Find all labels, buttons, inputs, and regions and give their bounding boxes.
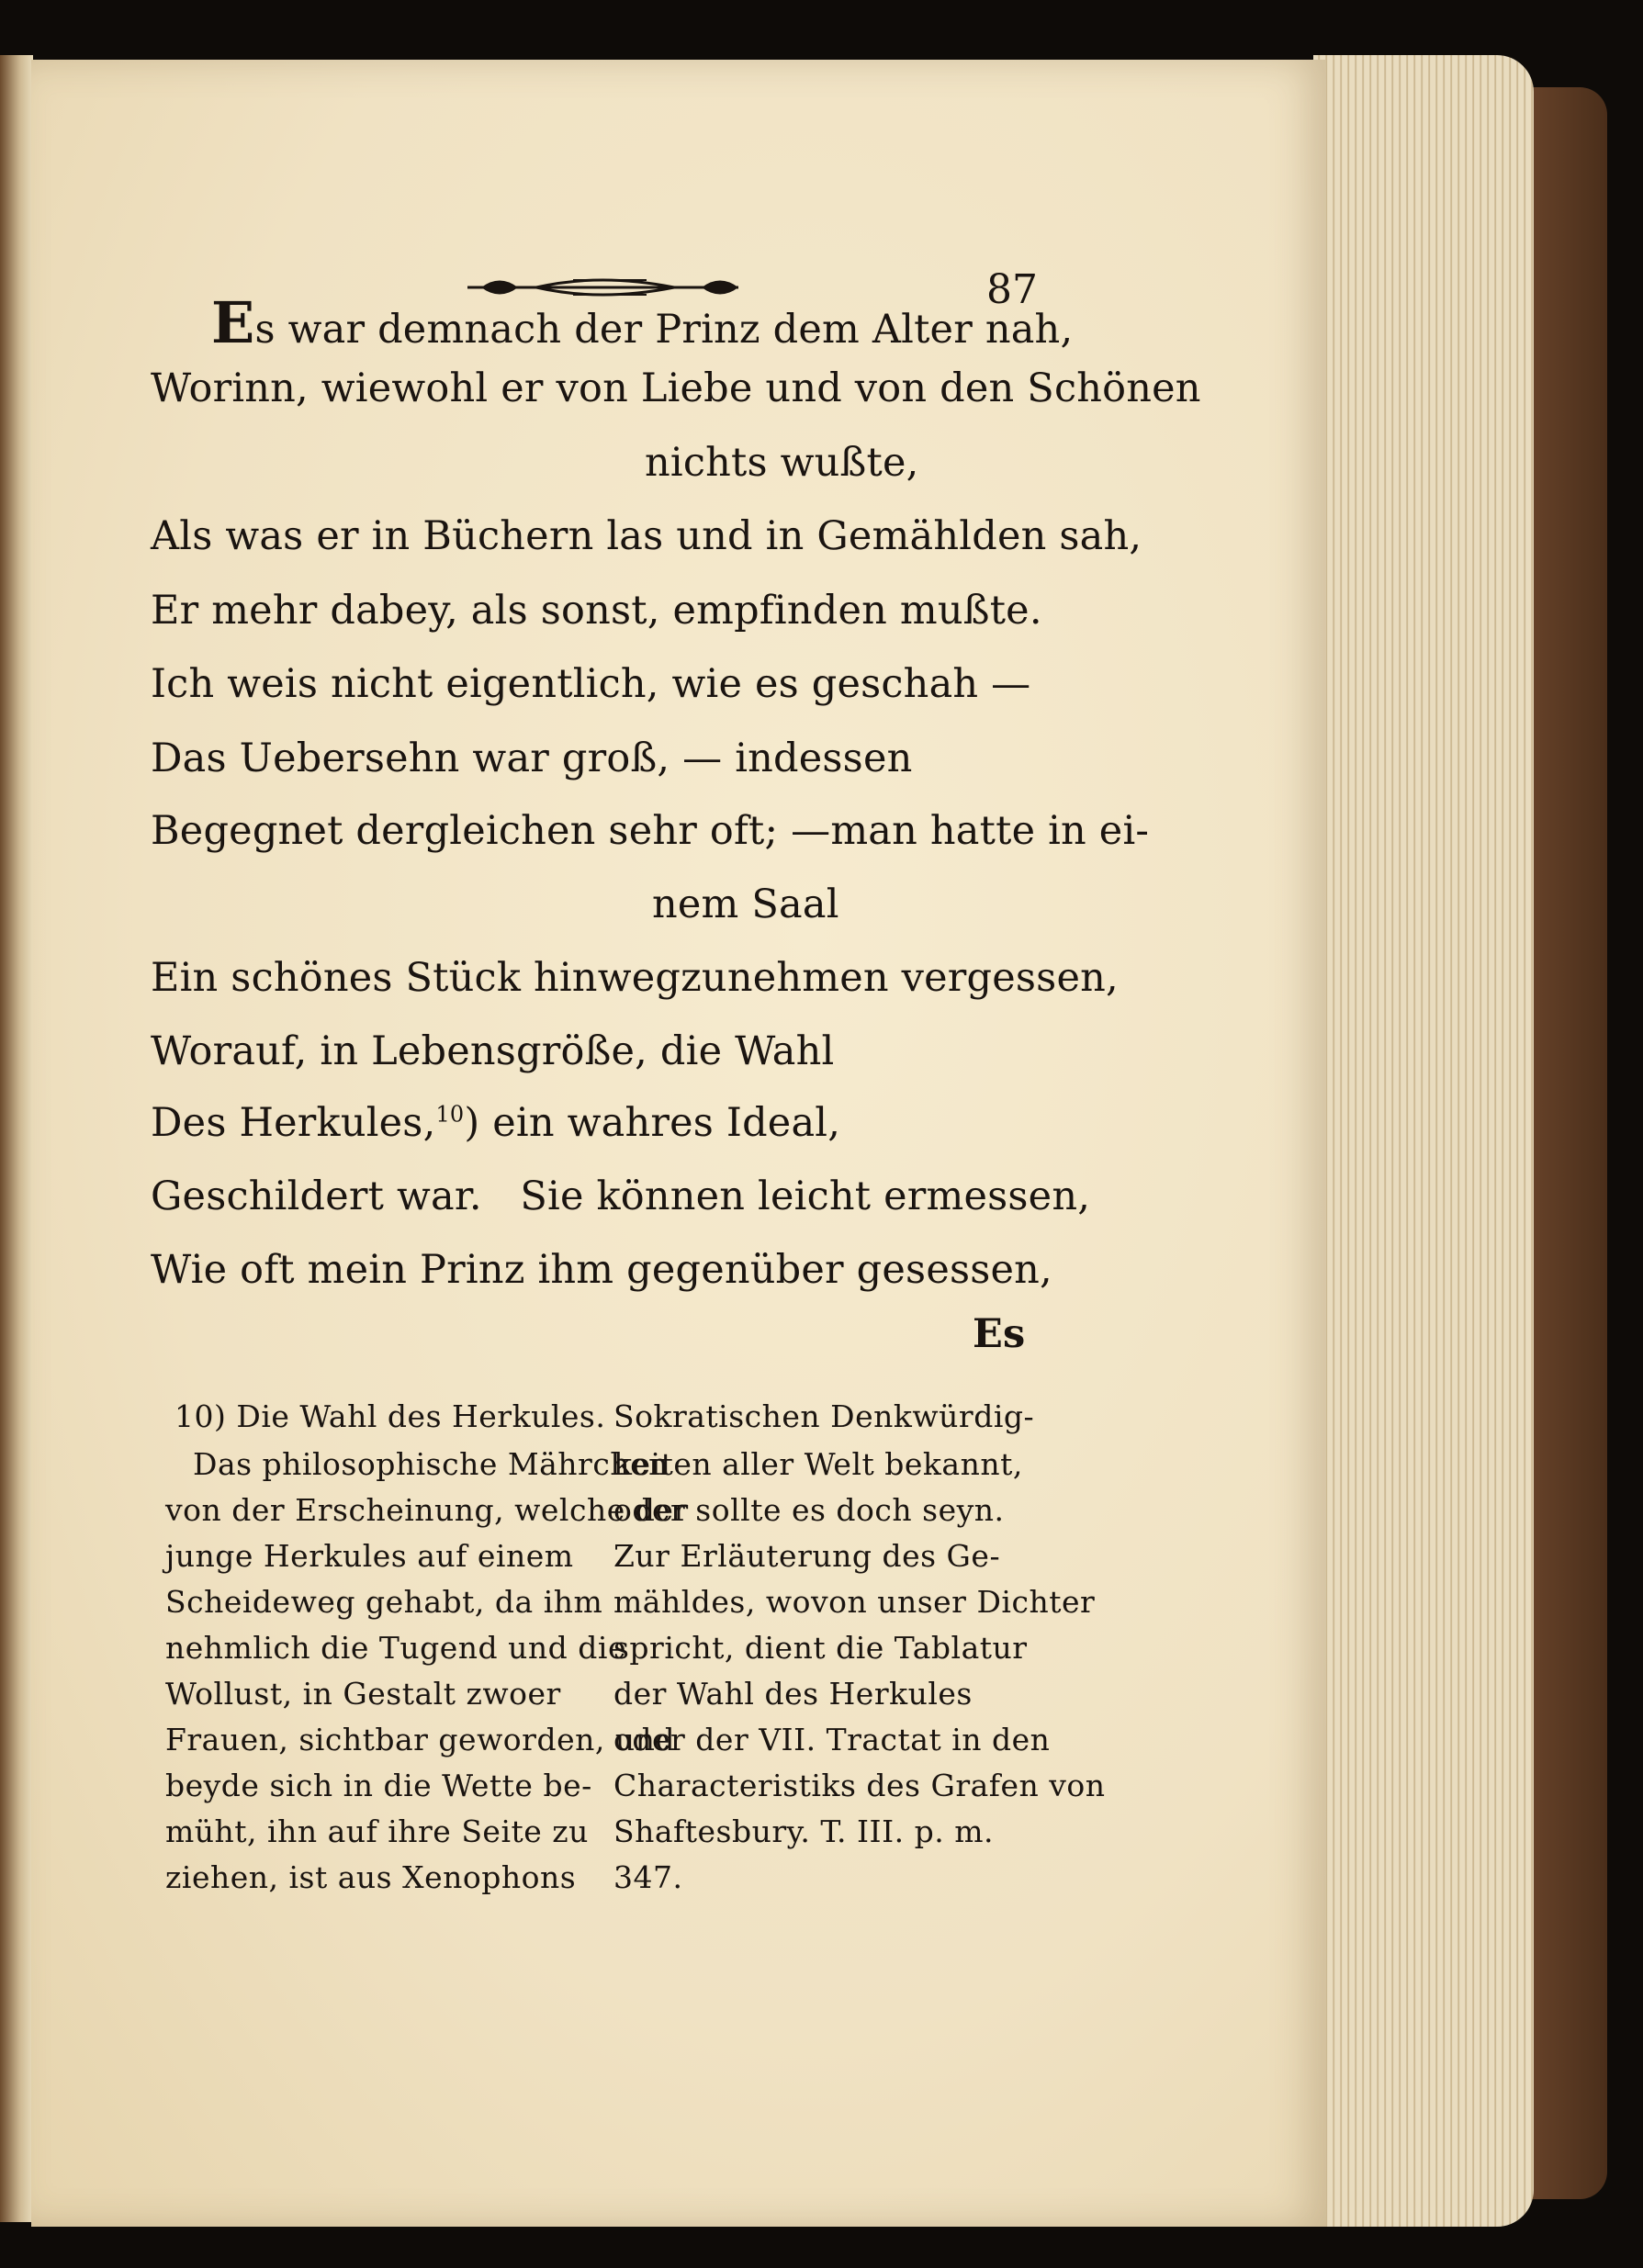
footnote-left-line-7: Wollust, in Gestalt zwoer <box>165 1676 561 1712</box>
footnote-right-line-8: oder der VII. Tractat in den <box>613 1722 1051 1757</box>
page-number: 87 <box>986 266 1038 313</box>
book-page <box>31 60 1326 2227</box>
footnote-right-line-2: keiten aller Welt bekannt, <box>613 1446 1023 1482</box>
verse-line-12 <box>151 1100 840 1146</box>
verse-line-12-a: Des Herkules, <box>151 1100 436 1146</box>
footnote-right-line-6: spricht, dient die Tablatur <box>613 1630 1028 1666</box>
footnote-left-line-10: müht, ihn auf ihre Seite zu <box>165 1813 589 1849</box>
footnote-left-line-5: Scheideweg gehabt, da ihm <box>165 1584 603 1620</box>
verse-line-5: Er mehr dabey, als sonst, empfinden mußte. <box>151 588 1042 634</box>
verse-line-4: Als was er in Büchern las und in Gemählden sah, <box>151 513 1142 559</box>
footnote-left-line-1: 10) Die Wahl des Herkules. <box>174 1398 606 1434</box>
verse-line-10: Ein schönes Stück hinwegzunehmen vergessen, <box>151 955 1119 1001</box>
drop-cap: E <box>211 289 255 356</box>
footnote-left-line-2: Das philosophische Mährchen <box>193 1446 669 1482</box>
footnote-left-line-4: junge Herkules auf einem <box>165 1538 574 1574</box>
footnote-left-line-11: ziehen, ist aus Xenophons <box>165 1859 577 1895</box>
verse-line-14: Wie oft mein Prinz ihm gegenüber gesessen, <box>151 1247 1052 1293</box>
verse-line-9: nem Saal <box>652 881 839 927</box>
footnote-left-line-8: Frauen, sichtbar geworden, und <box>165 1722 675 1757</box>
footnote-right-line-7: der Wahl des Herkules <box>613 1676 973 1712</box>
verse-line-3: nichts wußte, <box>645 440 919 486</box>
footnote-left-line-6: nehmlich die Tugend und die <box>165 1630 626 1666</box>
footnote-right-line-9: Characteristiks des Grafen von <box>613 1768 1106 1803</box>
footnote-ref: 10 <box>435 1101 465 1128</box>
verse-line-2: Worinn, wiewohl er von Liebe und von den Schönen <box>151 365 1201 411</box>
verse-line-8-a: Begegnet dergleichen sehr oft; — <box>151 808 831 854</box>
catchword: Es <box>973 1311 1026 1357</box>
verse-line-1-text: s war demnach der Prinz dem Alter nah, <box>254 307 1074 353</box>
footnote-left-line-3: von der Erscheinung, welche der <box>165 1492 689 1528</box>
footnote-right-line-1: Sokratischen Denkwürdig- <box>613 1398 1035 1434</box>
footnote-right-line-5: mähldes, wovon unser Dichter <box>613 1584 1096 1620</box>
page-edges <box>1313 55 1534 2227</box>
verse-line-8-b: man hatte in ei- <box>830 808 1150 854</box>
gutter-edge <box>0 55 33 2222</box>
footnote-right-line-4: Zur Erläuterung des Ge- <box>613 1538 1001 1574</box>
footnote-right-line-10: Shaftesbury. T. III. p. m. <box>613 1813 994 1849</box>
verse-line-12-b: ) ein wahres Ideal, <box>464 1100 841 1146</box>
verse-line-6: Ich weis nicht eigentlich, wie es geschah — <box>151 661 1031 707</box>
verse-line-1 <box>211 289 1073 356</box>
footnote-right-line-11: 347. <box>613 1859 683 1895</box>
verse-line-11: Worauf, in Lebensgröße, die Wahl <box>151 1028 835 1074</box>
verse-line-8 <box>151 808 1150 854</box>
verse-line-13: Geschildert war. Sie können leicht ermessen, <box>151 1173 1091 1219</box>
footnote-left-line-9: beyde sich in die Wette be- <box>165 1768 592 1803</box>
footnote-right-line-3: oder sollte es doch seyn. <box>613 1492 1005 1528</box>
verse-line-7: Das Uebersehn war groß, — indessen <box>151 735 913 781</box>
